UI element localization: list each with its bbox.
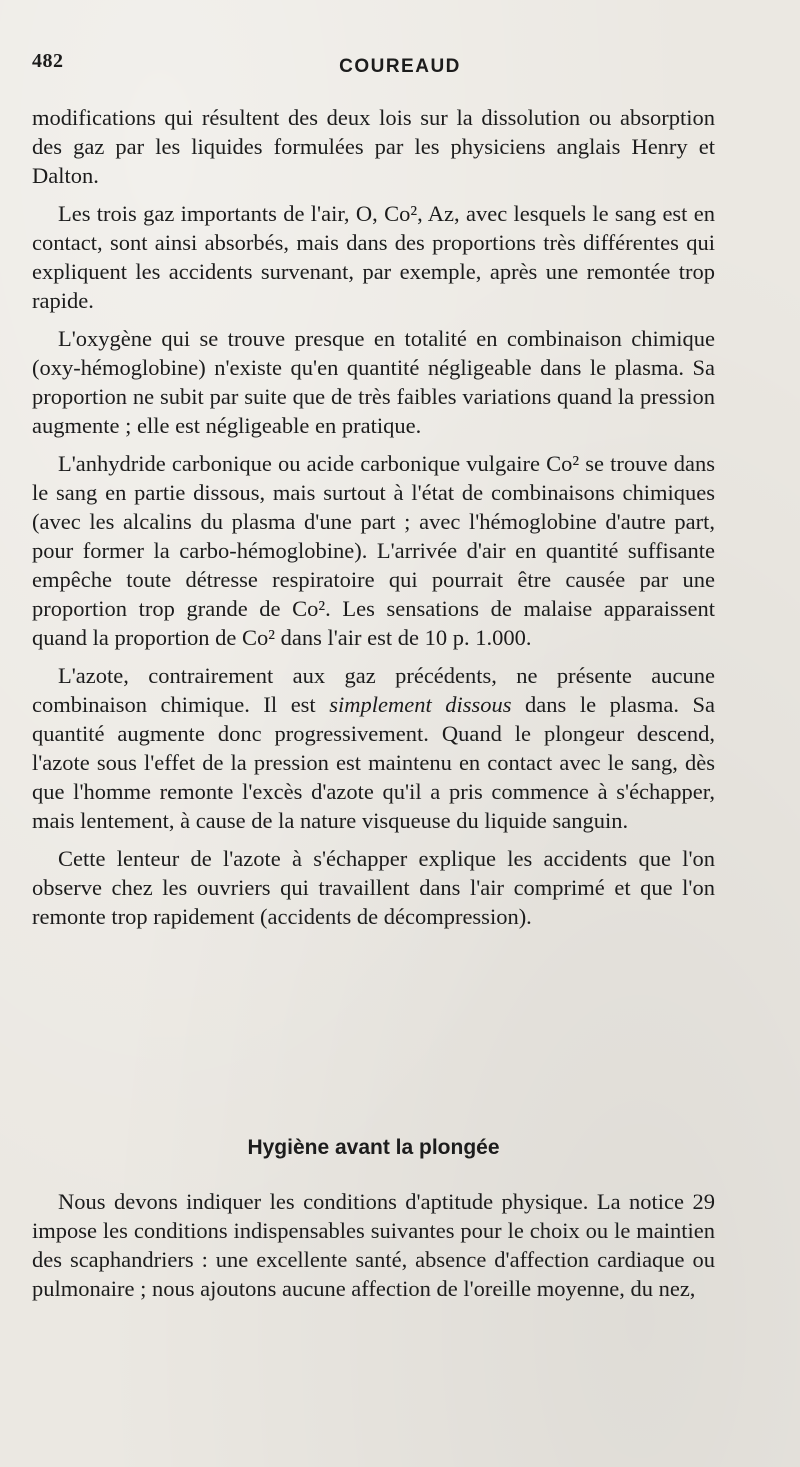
page-header (32, 50, 768, 80)
section-heading: Hygiène avant la plongée (247, 1136, 500, 1159)
page-number: 482 (32, 50, 64, 72)
paragraph-5-text-b: dans le plasma. Sa quantité augmente donc progressivement. Quand le plongeur descend, l'azote sous l'effet de la pression est maintenu en contact avec le sang, dès que l'homme remonte l'excès d'azote qu'il a pris commence à s'échapper, mais lentement, à cause de la nature visqueuse du liquide sanguin. (32, 692, 715, 833)
paragraph-6: Cette lenteur de l'azote à s'échapper explique les accidents que l'on observe chez les ouvriers qui travaillent dans l'air comprimé et que l'on remonte trop rapidement (accidents de décompression). (32, 846, 715, 929)
paragraph-2: Les trois gaz importants de l'air, O, Co², Az, avec lesquels le sang est en contact, sont ainsi absorbés, mais dans des proportions très différentes qui expliquent les accidents survenant, par exemple, après une remontée trop rapide. (32, 201, 715, 313)
section-body (32, 1187, 715, 1303)
running-head: COUREAUD (339, 56, 461, 77)
section-paragraph-1: Nous devons indiquer les conditions d'aptitude physique. La notice 29 impose les conditions indispensables suivantes pour le choix ou le maintien des scaphandriers : une excellente santé, absence d'affection cardiaque ou pulmonaire ; nous ajoutons aucune affection de l'oreille moyenne, du nez, (32, 1189, 715, 1301)
paragraph-1: modifications qui résultent des deux lois sur la dissolution ou absorption des gaz par les liquides formulées par les physiciens anglais Henry et Dalton. (32, 105, 715, 188)
paragraph-4: L'anhydride carbonique ou acide carbonique vulgaire Co² se trouve dans le sang en partie dissous, mais surtout à l'état de combinaisons chimiques (avec les alcalins du plasma d'une part ; avec l'hémoglobine d'autre part, pour former la carbo-hémoglobine). L'arrivée d'air en quantité suffisante empêche toute détresse respiratoire qui pourrait être causée par une proportion trop grande de Co². Les sensations de malaise apparaissent quand la proportion de Co² dans l'air est de 10 p. 1.000. (32, 451, 715, 650)
body-text (32, 103, 715, 940)
paragraph-3: L'oxygène qui se trouve presque en totalité en combinaison chimique (oxy-hémoglobine) n'existe qu'en quantité négligeable dans le plasma. Sa proportion ne subit par suite que de très faibles variations quand la pression augmente ; elle est négligeable en pratique. (32, 326, 715, 438)
paragraph-5 (32, 661, 715, 835)
paragraph-5-text-a: L'azote, contrairement aux gaz précédents, ne présente aucune combinaison chimique. Il est (32, 663, 715, 717)
paragraph-5-emphasis: simplement dissous (329, 692, 512, 717)
